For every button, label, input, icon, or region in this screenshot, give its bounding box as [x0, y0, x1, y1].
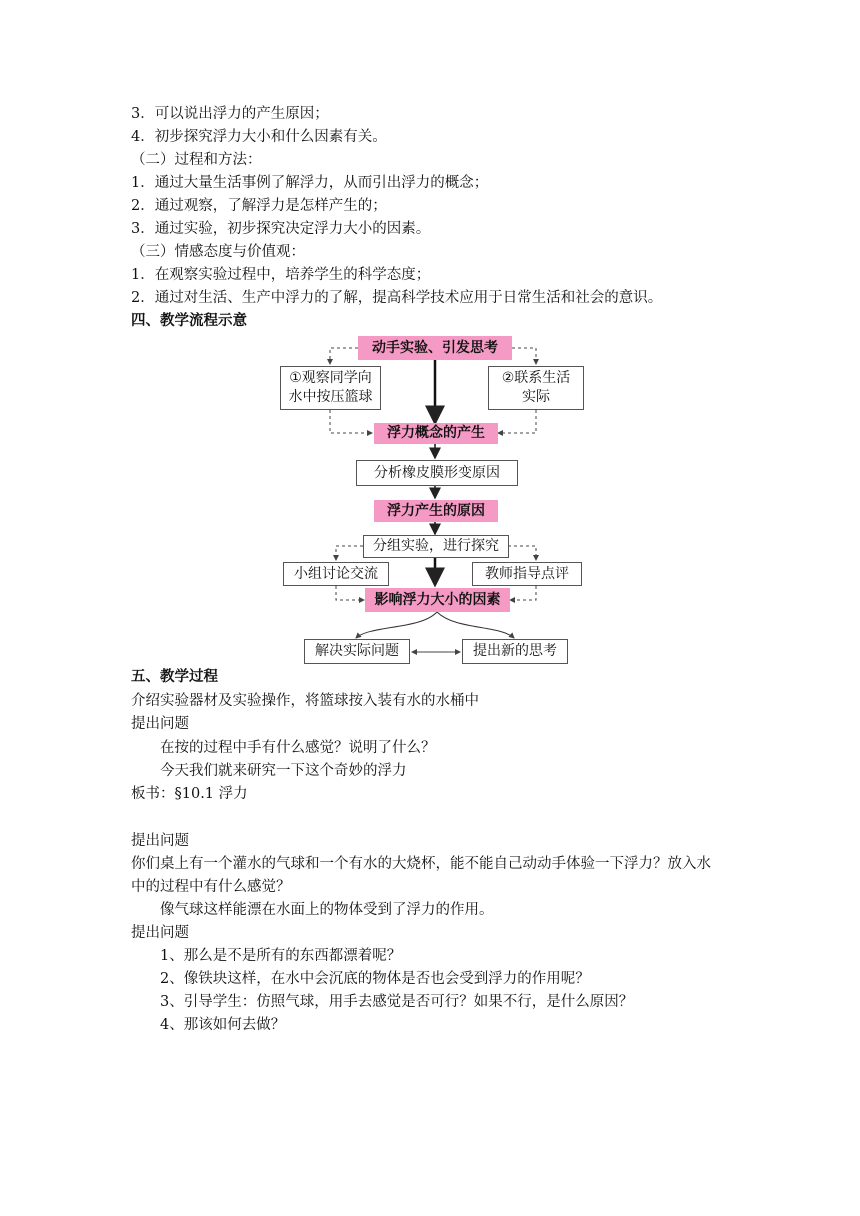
- flow-start-box: [358, 336, 512, 360]
- objective-3: 3．可以说出浮力的产生原因；: [131, 106, 329, 122]
- flow-concept-box: [374, 423, 498, 444]
- section-4-title: 四、教学流程示意: [131, 313, 247, 329]
- process-heading: （二）过程和方法：: [131, 152, 262, 168]
- question-label-2: 提出问题: [131, 833, 189, 849]
- question-3-item-1: 1、那么是不是所有的东西都漂着呢？: [160, 948, 402, 964]
- flow-observe-box: [280, 366, 381, 410]
- process-item-3: 3．通过实验，初步探究决定浮力大小的因素。: [131, 221, 431, 237]
- flow-group-box: [363, 535, 509, 558]
- question-label-1: 提出问题: [131, 716, 189, 732]
- flow-discuss-label: 小组讨论交流: [294, 565, 378, 582]
- objective-4: 4．初步探究浮力大小和什么因素有关。: [131, 129, 387, 145]
- flow-cause-label: 浮力产生的原因: [387, 502, 485, 519]
- flow-factors-label: 影响浮力大小的因素: [374, 591, 501, 608]
- flow-start-label: 动手实验、引发思考: [372, 339, 498, 356]
- section-5-title: 五、教学过程: [131, 669, 218, 685]
- flow-cause-box: [374, 500, 498, 522]
- flow-analyze-label: 分析橡皮膜形变原因: [374, 464, 500, 481]
- flow-life-box: [488, 366, 584, 410]
- flow-life-line1: ②联系生活: [501, 370, 571, 386]
- question-1-a: 在按的过程中手有什么感觉？说明了什么？: [160, 740, 436, 756]
- process-item-1: 1．通过大量生活事例了解浮力，从而引出浮力的概念；: [131, 175, 489, 191]
- attitude-heading: （三）情感态度与价值观：: [131, 244, 305, 260]
- flow-analyze-box: [356, 460, 518, 486]
- flow-new-thinking-box: [462, 639, 568, 664]
- flow-group-label: 分组实验，进行探究: [373, 538, 499, 554]
- question-3-item-4: 4、那该如何去做？: [160, 1017, 286, 1033]
- flow-discuss-box: [283, 562, 389, 586]
- flow-teacher-box: [472, 562, 582, 586]
- flow-solve-label: 解决实际问题: [315, 643, 399, 659]
- flow-concept-label: 浮力概念的产生: [387, 425, 485, 441]
- attitude-item-2: 2．通过对生活、生产中浮力的了解，提高科学技术应用于日常生活和社会的意识。: [131, 290, 663, 306]
- question-2-a: 你们桌上有一个灌水的气球和一个有水的大烧杯，能不能自己动动手体验一下浮力？放入水: [131, 856, 711, 872]
- question-2-c: 像气球这样能漂在水面上的物体受到了浮力的作用。: [160, 902, 494, 918]
- flow-new-thinking-label: 提出新的思考: [473, 643, 557, 659]
- flow-teacher-label: 教师指导点评: [485, 565, 569, 582]
- board-text: 板书：§10.1 浮力: [131, 786, 248, 802]
- process-item-2: 2．通过观察，了解浮力是怎样产生的；: [131, 198, 387, 214]
- flow-solve-box: [304, 639, 410, 664]
- flow-life-line2: 实际: [522, 389, 550, 405]
- attitude-item-1: 1．在观察实验过程中，培养学生的科学态度；: [131, 267, 431, 283]
- question-3-item-2: 2、像铁块这样，在水中会沉底的物体是否也会受到浮力的作用呢？: [160, 971, 590, 987]
- question-1-b: 今天我们就来研究一下这个奇妙的浮力: [160, 763, 407, 779]
- flow-observe-line2: 水中按压篮球: [288, 389, 373, 405]
- intro-text: 介绍实验器材及实验操作，将篮球按入装有水的水桶中: [131, 693, 479, 709]
- question-label-3: 提出问题: [131, 925, 189, 941]
- flow-observe-line1: ①观察同学向: [289, 370, 372, 386]
- flow-factors-box: [365, 588, 510, 612]
- question-3-item-3: 3、引导学生：仿照气球，用手去感觉是否可行？如果不行，是什么原因？: [160, 994, 634, 1010]
- question-2-b: 中的过程中有什么感觉？: [131, 879, 291, 895]
